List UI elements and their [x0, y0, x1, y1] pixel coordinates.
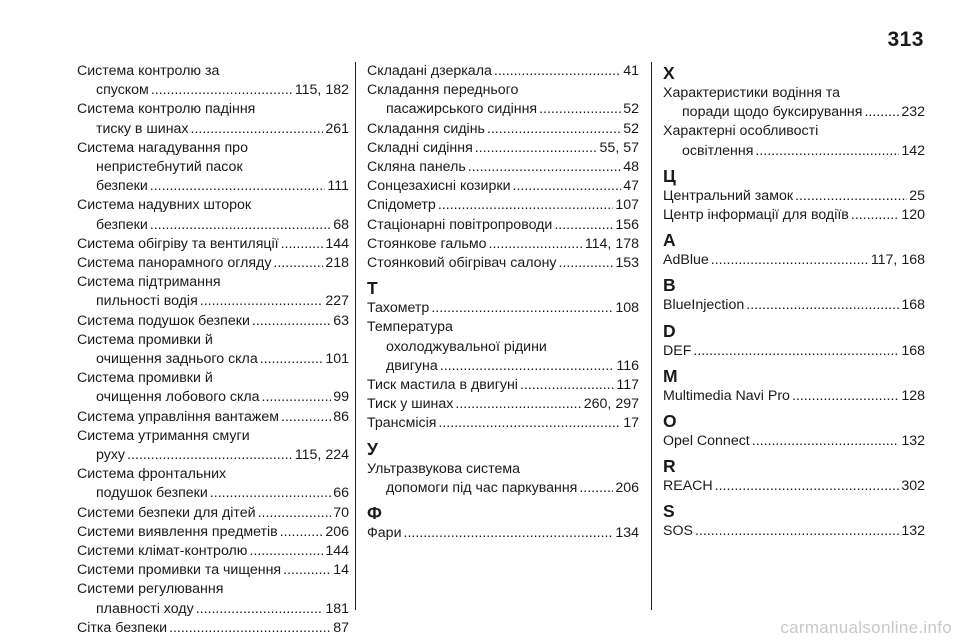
- entry-page-ref: 47: [623, 178, 639, 195]
- entry-text: Система утримання смуги: [77, 427, 250, 444]
- entry-text: допомоги під час паркування: [386, 479, 578, 496]
- page-number: 313: [887, 28, 924, 51]
- index-entry: [367, 318, 639, 376]
- entry-page-ref: 134: [615, 525, 639, 542]
- entry-page-ref: 116: [616, 357, 639, 374]
- index-entry: [77, 62, 349, 100]
- entry-page-ref: 302: [901, 478, 925, 495]
- section-letter: У: [367, 438, 378, 459]
- index-entry: [77, 235, 349, 254]
- entry-text: REACH: [663, 478, 713, 495]
- index-entry: [663, 206, 925, 225]
- entry-page-ref: 128: [901, 387, 925, 404]
- entry-text: подушок безпеки: [96, 485, 208, 502]
- entry-page-ref: 101: [325, 351, 349, 368]
- index-entry: [77, 561, 349, 580]
- dot-leader: [792, 387, 899, 406]
- index-entry: [367, 235, 639, 254]
- index-entry: [367, 62, 639, 81]
- entry-page-ref: 232: [901, 104, 925, 121]
- entry-text: Стоянкове гальмо: [367, 235, 487, 252]
- entry-text: Центр інформації для водіїв: [663, 207, 849, 224]
- index-column-1: [77, 62, 349, 638]
- index-entry: [77, 465, 349, 503]
- dot-leader: [455, 395, 581, 414]
- entry-text: Стаціонарні повітропроводи: [367, 216, 553, 233]
- dot-leader: [559, 254, 614, 273]
- entry-text: Система подушок безпеки: [77, 312, 250, 329]
- entry-page-ref: 25: [909, 187, 925, 204]
- index-entry: [77, 542, 349, 561]
- index-entry: [367, 177, 639, 196]
- entry-page-ref: 132: [901, 523, 925, 540]
- entry-page-ref: 168: [901, 342, 925, 359]
- dot-leader: [262, 388, 332, 407]
- entry-text: Характерні особливості: [663, 123, 819, 140]
- section-letter: O: [663, 411, 677, 432]
- section-letter: Т: [367, 278, 378, 299]
- entry-page-ref: 153: [615, 255, 639, 272]
- index-column-3: [663, 62, 925, 542]
- entry-page-ref: 181: [325, 600, 349, 617]
- entry-text: Сітка безпеки: [77, 619, 168, 636]
- section-letter: Ц: [663, 165, 676, 186]
- index-entry: [77, 100, 349, 138]
- entry-page-ref: 144: [325, 235, 349, 252]
- dot-leader: [554, 216, 613, 235]
- index-entry: [367, 376, 639, 395]
- entry-text: плавності ходу: [96, 600, 194, 617]
- index-entry: [367, 395, 639, 414]
- dot-leader: [438, 414, 621, 433]
- entry-page-ref: 117, 168: [870, 252, 925, 269]
- entry-text: Система підтримання: [77, 274, 221, 291]
- dot-leader: [210, 484, 331, 503]
- dot-leader: [249, 542, 323, 561]
- dot-leader: [258, 504, 332, 523]
- dot-leader: [196, 600, 324, 619]
- column-divider: [651, 62, 652, 610]
- entry-text: руху: [96, 447, 126, 464]
- entry-text: Система контролю за: [77, 63, 220, 79]
- entry-text: Система обігріву та вентиляції: [77, 235, 279, 252]
- dot-leader: [494, 62, 621, 81]
- index-entry: [367, 460, 639, 498]
- entry-page-ref: 108: [615, 300, 639, 317]
- dot-leader: [513, 177, 622, 196]
- entry-text: Тиск мастила в двигуні: [367, 377, 518, 394]
- dot-leader: [475, 139, 598, 158]
- index-entry: [77, 504, 349, 523]
- dot-leader: [851, 206, 899, 225]
- dot-leader: [487, 120, 621, 139]
- section-letter: B: [663, 275, 676, 296]
- watermark: carmanualsonline.info: [780, 618, 952, 637]
- dot-leader: [440, 357, 615, 376]
- dot-leader: [404, 524, 614, 543]
- entry-text: Система нагадування про: [77, 139, 248, 156]
- entry-text: Opel Connect: [663, 433, 750, 450]
- entry-page-ref: 107: [615, 197, 639, 214]
- entry-text: DEF: [663, 342, 692, 359]
- dot-leader: [151, 81, 293, 100]
- index-entry: [367, 524, 639, 543]
- column-divider: [355, 62, 356, 610]
- index-entry: [663, 522, 925, 541]
- dot-leader: [579, 479, 613, 498]
- index-entry: [77, 427, 349, 465]
- section-letter: D: [663, 320, 676, 341]
- entry-text: Складані дзеркала: [367, 63, 492, 79]
- dot-leader: [169, 619, 331, 638]
- index-entry: [77, 139, 349, 197]
- entry-text: безпеки: [96, 216, 148, 233]
- entry-page-ref: 142: [901, 142, 925, 159]
- index-column-2: [367, 62, 639, 543]
- entry-text: BlueInjection: [663, 297, 745, 314]
- dot-leader: [150, 216, 331, 235]
- entry-text: Система панорамного огляду: [77, 255, 272, 272]
- entry-text: Тахометр: [367, 300, 430, 317]
- dot-leader: [693, 342, 899, 361]
- entry-page-ref: 52: [623, 101, 639, 118]
- entry-text: спуском: [96, 82, 149, 99]
- index-entry: [367, 216, 639, 235]
- entry-text: Центральний замок: [663, 187, 794, 204]
- entry-page-ref: 48: [623, 159, 639, 176]
- dot-leader: [746, 296, 899, 315]
- dot-leader: [438, 196, 614, 215]
- index-entry: [77, 254, 349, 273]
- index-entry: [77, 523, 349, 542]
- dot-leader: [711, 251, 869, 270]
- entry-text: Трансмісія: [367, 415, 437, 432]
- dot-leader: [715, 477, 900, 496]
- entry-text: Система промивки й: [77, 331, 213, 348]
- entry-text: Система надувних шторок: [77, 197, 252, 214]
- entry-text: очищення заднього скла: [96, 351, 258, 368]
- entry-page-ref: 115, 182: [294, 82, 349, 99]
- dot-leader: [191, 120, 324, 139]
- entry-page-ref: 14: [333, 562, 349, 579]
- entry-text: Скляна панель: [367, 159, 466, 176]
- entry-page-ref: 120: [901, 207, 925, 224]
- index-entry: [77, 369, 349, 407]
- dot-leader: [260, 350, 324, 369]
- entry-text: непристебнутий пасок: [96, 159, 243, 176]
- section-letter: S: [663, 501, 675, 522]
- dot-leader: [280, 523, 324, 542]
- index-entry: [77, 196, 349, 234]
- entry-text: охолоджувальної рідини: [386, 338, 547, 355]
- entry-page-ref: 227: [325, 293, 349, 310]
- entry-text: Тиск у шинах: [367, 396, 454, 413]
- dot-leader: [755, 142, 899, 161]
- entry-text: Фари: [367, 525, 402, 542]
- entry-page-ref: 86: [333, 408, 349, 425]
- index-entry: [663, 251, 925, 270]
- index-entry: [663, 477, 925, 496]
- index-entry: [367, 299, 639, 318]
- index-entry: [663, 387, 925, 406]
- index-entry: [77, 273, 349, 311]
- entry-text: Складання переднього: [367, 82, 519, 99]
- entry-text: Системи виявлення предметів: [77, 523, 278, 540]
- dot-leader: [252, 312, 331, 331]
- index-entry: [367, 139, 639, 158]
- dot-leader: [752, 432, 900, 451]
- entry-page-ref: 66: [333, 485, 349, 502]
- index-entry: [77, 619, 349, 638]
- entry-page-ref: 55, 57: [599, 139, 639, 156]
- entry-text: пасажирського сидіння: [386, 101, 538, 118]
- entry-text: AdBlue: [663, 252, 709, 269]
- index-entry: [367, 196, 639, 215]
- entry-text: Складні сидіння: [367, 139, 473, 156]
- entry-text: Система управління вантажем: [77, 408, 280, 425]
- entry-text: Спідометр: [367, 197, 436, 214]
- dot-leader: [200, 292, 324, 311]
- entry-page-ref: 99: [333, 389, 349, 406]
- entry-page-ref: 168: [901, 297, 925, 314]
- section-letter: Х: [663, 63, 675, 83]
- dot-leader: [795, 187, 907, 206]
- dot-leader: [489, 235, 583, 254]
- index-entry: [367, 158, 639, 177]
- dot-leader: [273, 254, 323, 273]
- entry-page-ref: 52: [623, 120, 639, 137]
- entry-text: освітлення: [682, 142, 754, 159]
- index-entry: [77, 331, 349, 369]
- entry-text: Стоянковий обігрівач салону: [367, 255, 557, 272]
- entry-text: Температура: [367, 319, 453, 336]
- entry-text: Системи безпеки для дітей: [77, 504, 256, 521]
- dot-leader: [127, 446, 293, 465]
- entry-page-ref: 111: [327, 178, 349, 195]
- entry-text: Multimedia Navi Pro: [663, 387, 790, 404]
- index-entry: [663, 342, 925, 361]
- section-letter: M: [663, 365, 678, 386]
- entry-text: двигуна: [386, 357, 438, 374]
- dot-leader: [539, 100, 621, 119]
- entry-text: Ультразвукова система: [367, 460, 521, 477]
- entry-text: SOS: [663, 523, 693, 540]
- entry-page-ref: 87: [333, 619, 349, 636]
- dot-leader: [150, 177, 326, 196]
- index-entry: [367, 414, 639, 433]
- entry-page-ref: 117: [616, 377, 639, 394]
- index-entry: [367, 254, 639, 273]
- entry-page-ref: 68: [333, 216, 349, 233]
- section-letter: R: [663, 456, 676, 477]
- entry-text: Складання сидінь: [367, 120, 485, 137]
- entry-page-ref: 260, 297: [583, 396, 639, 413]
- dot-leader: [431, 299, 613, 318]
- entry-page-ref: 261: [325, 120, 349, 137]
- dot-leader: [695, 522, 899, 541]
- index-entry: [367, 120, 639, 139]
- entry-text: Система фронтальних: [77, 466, 227, 483]
- index-entry: [77, 580, 349, 618]
- dot-leader: [281, 408, 331, 427]
- index-entry: [663, 296, 925, 315]
- dot-leader: [281, 235, 324, 254]
- entry-page-ref: 17: [623, 415, 639, 432]
- entry-page-ref: 206: [615, 479, 639, 496]
- entry-page-ref: 115, 224: [294, 447, 349, 464]
- entry-page-ref: 114, 178: [584, 235, 639, 252]
- dot-leader: [468, 158, 621, 177]
- index-entry: [367, 81, 639, 119]
- entry-text: Система контролю падіння: [77, 101, 256, 118]
- entry-text: Системи клімат-контролю: [77, 543, 248, 560]
- index-entry: [663, 84, 925, 122]
- index-entry: [663, 187, 925, 206]
- entry-page-ref: 41: [623, 63, 639, 79]
- dot-leader: [283, 561, 331, 580]
- entry-text: поради щодо буксирування: [682, 104, 863, 121]
- entry-page-ref: 63: [333, 312, 349, 329]
- dot-leader: [864, 103, 899, 122]
- entry-text: безпеки: [96, 178, 148, 195]
- entry-text: Сонцезахисні козирки: [367, 178, 511, 195]
- section-letter: A: [663, 230, 676, 251]
- index-entry: [663, 432, 925, 451]
- index-entry: [77, 312, 349, 331]
- entry-text: Система промивки й: [77, 370, 213, 387]
- entry-text: тиску в шинах: [96, 120, 189, 137]
- entry-page-ref: 206: [325, 523, 349, 540]
- dot-leader: [520, 376, 614, 395]
- entry-page-ref: 156: [615, 216, 639, 233]
- section-letter: Ф: [367, 503, 382, 524]
- entry-text: Характеристики водіння та: [663, 85, 841, 101]
- entry-text: Системи регулювання: [77, 581, 224, 598]
- entry-page-ref: 144: [325, 543, 349, 560]
- entry-text: очищення лобового скла: [96, 389, 260, 406]
- index-entry: [663, 122, 925, 160]
- entry-page-ref: 132: [901, 433, 925, 450]
- entry-page-ref: 70: [333, 504, 349, 521]
- entry-text: пильності водія: [96, 293, 198, 310]
- entry-text: Системи промивки та чищення: [77, 562, 282, 579]
- entry-page-ref: 218: [325, 255, 349, 272]
- index-entry: [77, 408, 349, 427]
